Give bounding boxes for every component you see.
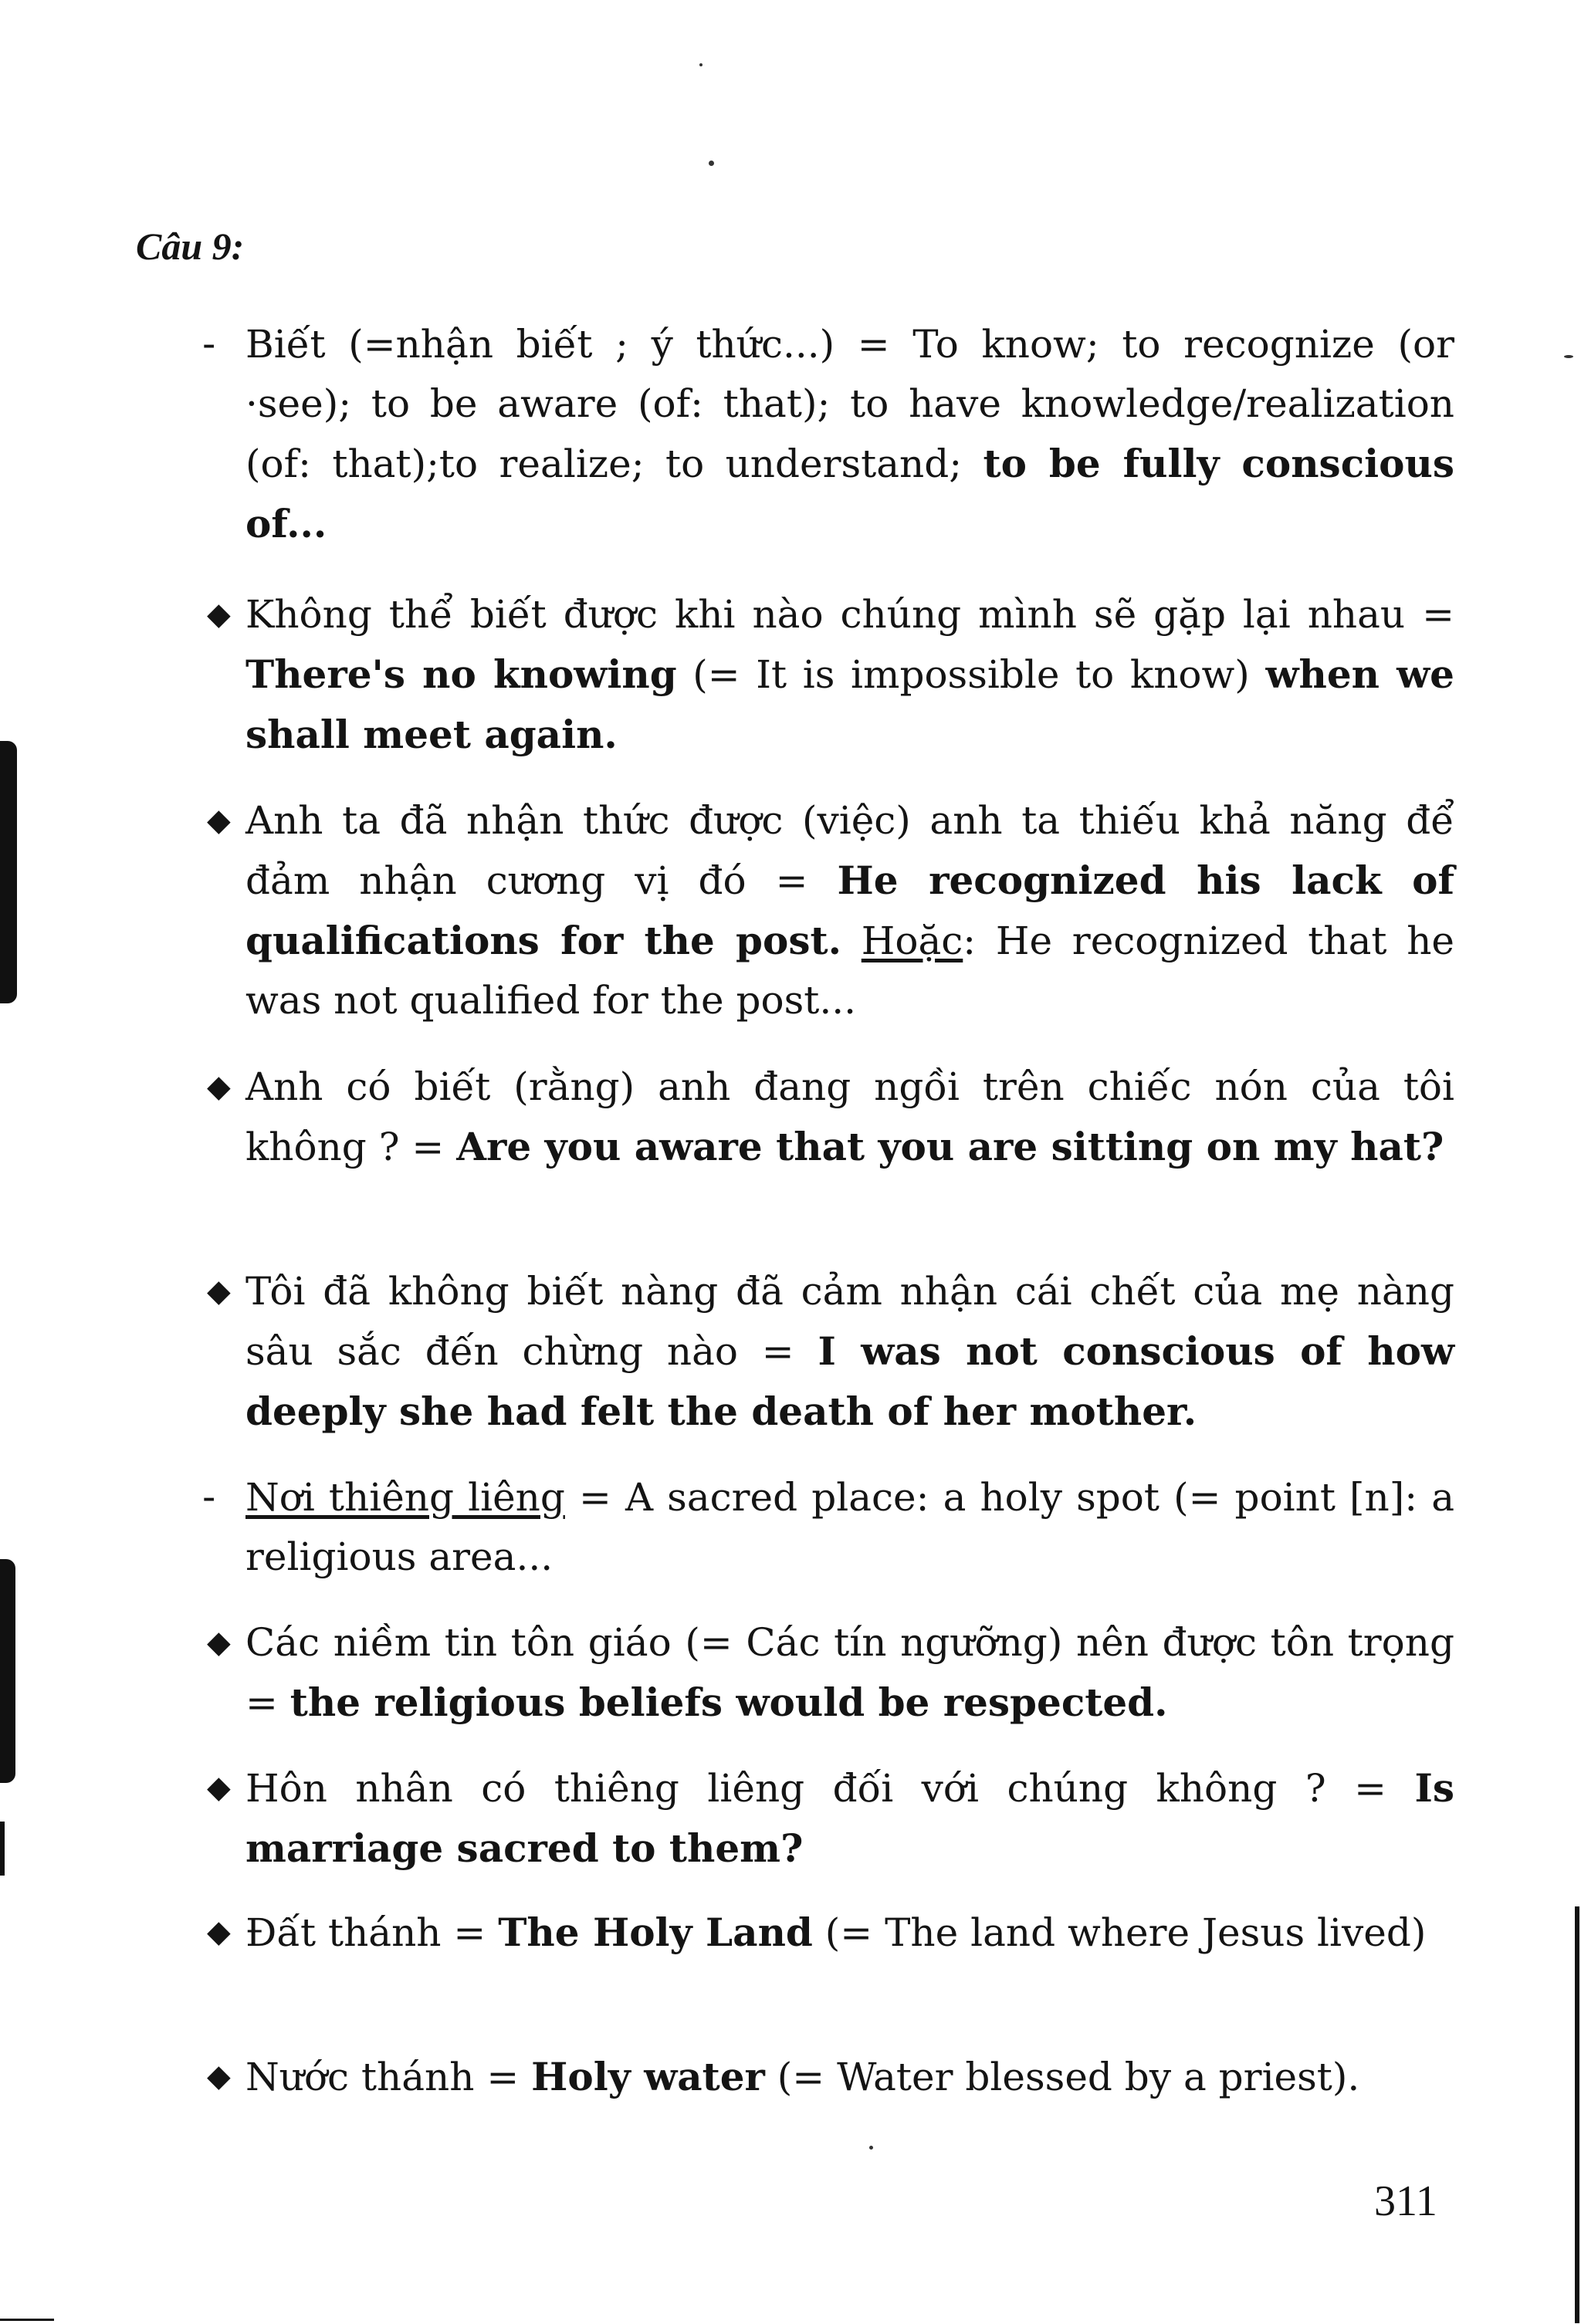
question-heading: Câu 9:	[136, 225, 245, 268]
entry-text	[245, 791, 1454, 1030]
underlined-term: Hoặc	[861, 918, 963, 963]
scan-speck	[869, 2146, 873, 2150]
entry-text	[245, 315, 1454, 554]
diamond-bullet-icon: ◆	[207, 1770, 231, 1805]
entry-text	[245, 1758, 1454, 1879]
english-translation: He recognized his lack of qualifications for the post.	[245, 858, 1455, 963]
diamond-bullet-icon: ◆	[207, 803, 231, 838]
entry-segment: : He recognized that he was not qualified for the post...	[245, 918, 1455, 1023]
diamond-bullet-icon: ◆	[207, 1914, 231, 1950]
english-translation: the religious beliefs would be respected.	[289, 1680, 1168, 1725]
scan-speck	[709, 161, 714, 166]
english-translation: Holy water	[531, 2054, 765, 2099]
english-translation: The Holy Land	[498, 1910, 813, 1955]
diamond-bullet-icon: ◆	[207, 1274, 231, 1309]
entry-segment: Nước thánh =	[245, 2055, 532, 2099]
entry-text	[245, 585, 1454, 765]
scan-edge-left-1	[0, 741, 17, 1003]
entry-segment: Anh ta đã nhận thức được (việc) anh ta thiếu khả năng để đảm nhận cương vị đó =	[245, 798, 1454, 903]
underlined-term: Nơi thiêng liêng	[245, 1475, 565, 1520]
entry-segment: = A sacred place: a holy spot (= point [n]: a religious area...	[245, 1475, 1455, 1579]
diamond-bullet-icon: ◆	[207, 1625, 231, 1660]
entry-segment: (= It is impossible to know)	[676, 652, 1266, 697]
scan-speck	[699, 63, 702, 66]
entry-text	[245, 1057, 1454, 1177]
english-translation: Are you aware that you are sitting on my hat?	[456, 1124, 1444, 1169]
entry-text	[245, 2047, 1454, 2107]
diamond-bullet-icon: ◆	[207, 2058, 231, 2094]
english-translation: I was not conscious of how deeply she had felt the death of her mother.	[245, 1328, 1454, 1434]
english-translation: to be fully conscious of...	[245, 441, 1454, 546]
entry-text	[245, 1903, 1454, 1963]
page-number: 311	[1374, 2177, 1437, 2225]
scan-edge-right	[1575, 1906, 1579, 2323]
entry-segment: Hôn nhân có thiêng liêng đối với chúng không ? =	[245, 1766, 1415, 1811]
dash-bullet: -	[202, 323, 216, 366]
entry-text	[245, 1262, 1454, 1442]
entry-segment	[841, 918, 862, 963]
entry-text	[245, 1613, 1454, 1733]
scan-edge-bottom	[0, 2319, 54, 2321]
entry-text	[245, 1468, 1454, 1587]
diamond-bullet-icon: ◆	[207, 597, 231, 632]
entry-segment: Anh có biết (rằng) anh đang ngồi trên chiếc nón của tôi không ? =	[245, 1064, 1454, 1169]
entry-segment: (= Water blessed by a priest).	[764, 2055, 1360, 2099]
scan-edge-left-3	[0, 1822, 5, 1876]
english-translation: There's no knowing	[245, 651, 677, 697]
entry-segment: Các niềm tin tôn giáo (= Các tín ngưỡng) nên được tôn trọng =	[245, 1620, 1454, 1725]
entry-segment: Không thể biết được khi nào chúng mình sẽ gặp lại nhau =	[245, 592, 1454, 637]
entry-segment: (= The land where Jesus lived)	[812, 1910, 1427, 1955]
english-translation: Is marriage sacred to them?	[245, 1765, 1454, 1871]
entry-segment: Đất thánh =	[245, 1910, 499, 1955]
entry-segment: Tôi đã không biết nàng đã cảm nhận cái chết của mẹ nàng sâu sắc đến chừng nào =	[245, 1269, 1454, 1374]
english-translation: when we shall meet again.	[245, 651, 1454, 757]
scan-speck	[1564, 355, 1573, 358]
diamond-bullet-icon: ◆	[207, 1069, 231, 1104]
scan-edge-left-2	[0, 1559, 15, 1783]
entry-segment: Biết (=nhận biết ; ý thức...) = To know; to recognize (or ·see); to be aware (of: that); to have knowledge/realization (of: that);to realize; to understand;	[245, 322, 1454, 486]
dash-bullet: -	[202, 1476, 216, 1519]
